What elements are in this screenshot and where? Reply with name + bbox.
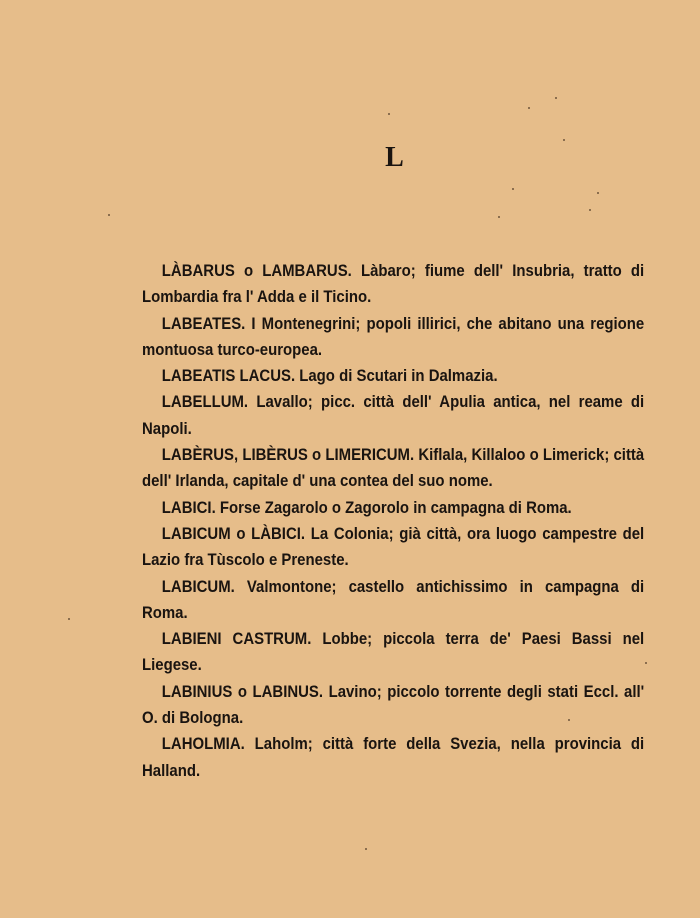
entry-labici: LABICI. Forse Zagarolo o Zagorolo in campagna di Roma. — [161, 497, 572, 517]
entry-labieni-castrum: LABIENI CASTRUM. Lobbe; piccola terra de' Paesi Bassi nel Liegese. — [142, 629, 645, 675]
entry-labicum-colonia: LABICUM o LÀBICI. La Colonia; già città, ora luogo campestre del Lazio fra Tùscolo e Preneste. — [142, 523, 645, 570]
scan-speck — [512, 188, 514, 190]
scan-speck — [68, 618, 70, 620]
scan-speck — [388, 113, 390, 115]
entry-labeatis-lacus: LABEATIS LACUS. Lago di Scutari in Dalmazia. — [161, 366, 498, 386]
scan-speck — [365, 848, 367, 850]
scan-speck — [597, 192, 599, 194]
entry-labellum: LABELLUM. Lavallo; picc. città dell' Apulia antica, nel reame di Napoli. — [142, 392, 645, 438]
section-letter-heading: L — [385, 142, 405, 173]
scan-speck — [568, 719, 570, 721]
scan-speck — [108, 214, 110, 216]
dictionary-entries — [142, 258, 645, 784]
scan-speck — [589, 209, 591, 211]
entry-labinius: LABINIUS o LABINUS. Lavino; piccolo torrente degli stati Eccl. all' O. di Bologna. — [142, 681, 645, 728]
scan-speck — [555, 97, 557, 99]
entry-labicum-valmontone: LABICUM. Valmontone; castello antichissimo in campagna di Roma. — [142, 576, 645, 622]
entry-laholmia: LAHOLMIA. Laholm; città forte della Svezia, nella provincia di Halland. — [142, 734, 645, 780]
entry-labeates: LABEATES. I Montenegrini; popoli illirici, che abitano una regione montuosa turco-europea. — [142, 313, 645, 359]
entry-laberus: LABÈRUS, LIBÈRUS o LIMERICUM. Kiflala, Killaloo o Limerick; città dell' Irlanda, capitale d' una contea del suo nome. — [142, 445, 645, 491]
scan-speck — [645, 662, 647, 664]
scan-speck — [563, 139, 565, 141]
scan-speck — [528, 107, 530, 109]
scan-speck — [498, 216, 500, 218]
entry-labarus: LÀBARUS o LAMBARUS. Làbaro; fiume dell' Insubria, tratto di Lombardia fra l' Adda e il Ticino. — [142, 261, 645, 307]
